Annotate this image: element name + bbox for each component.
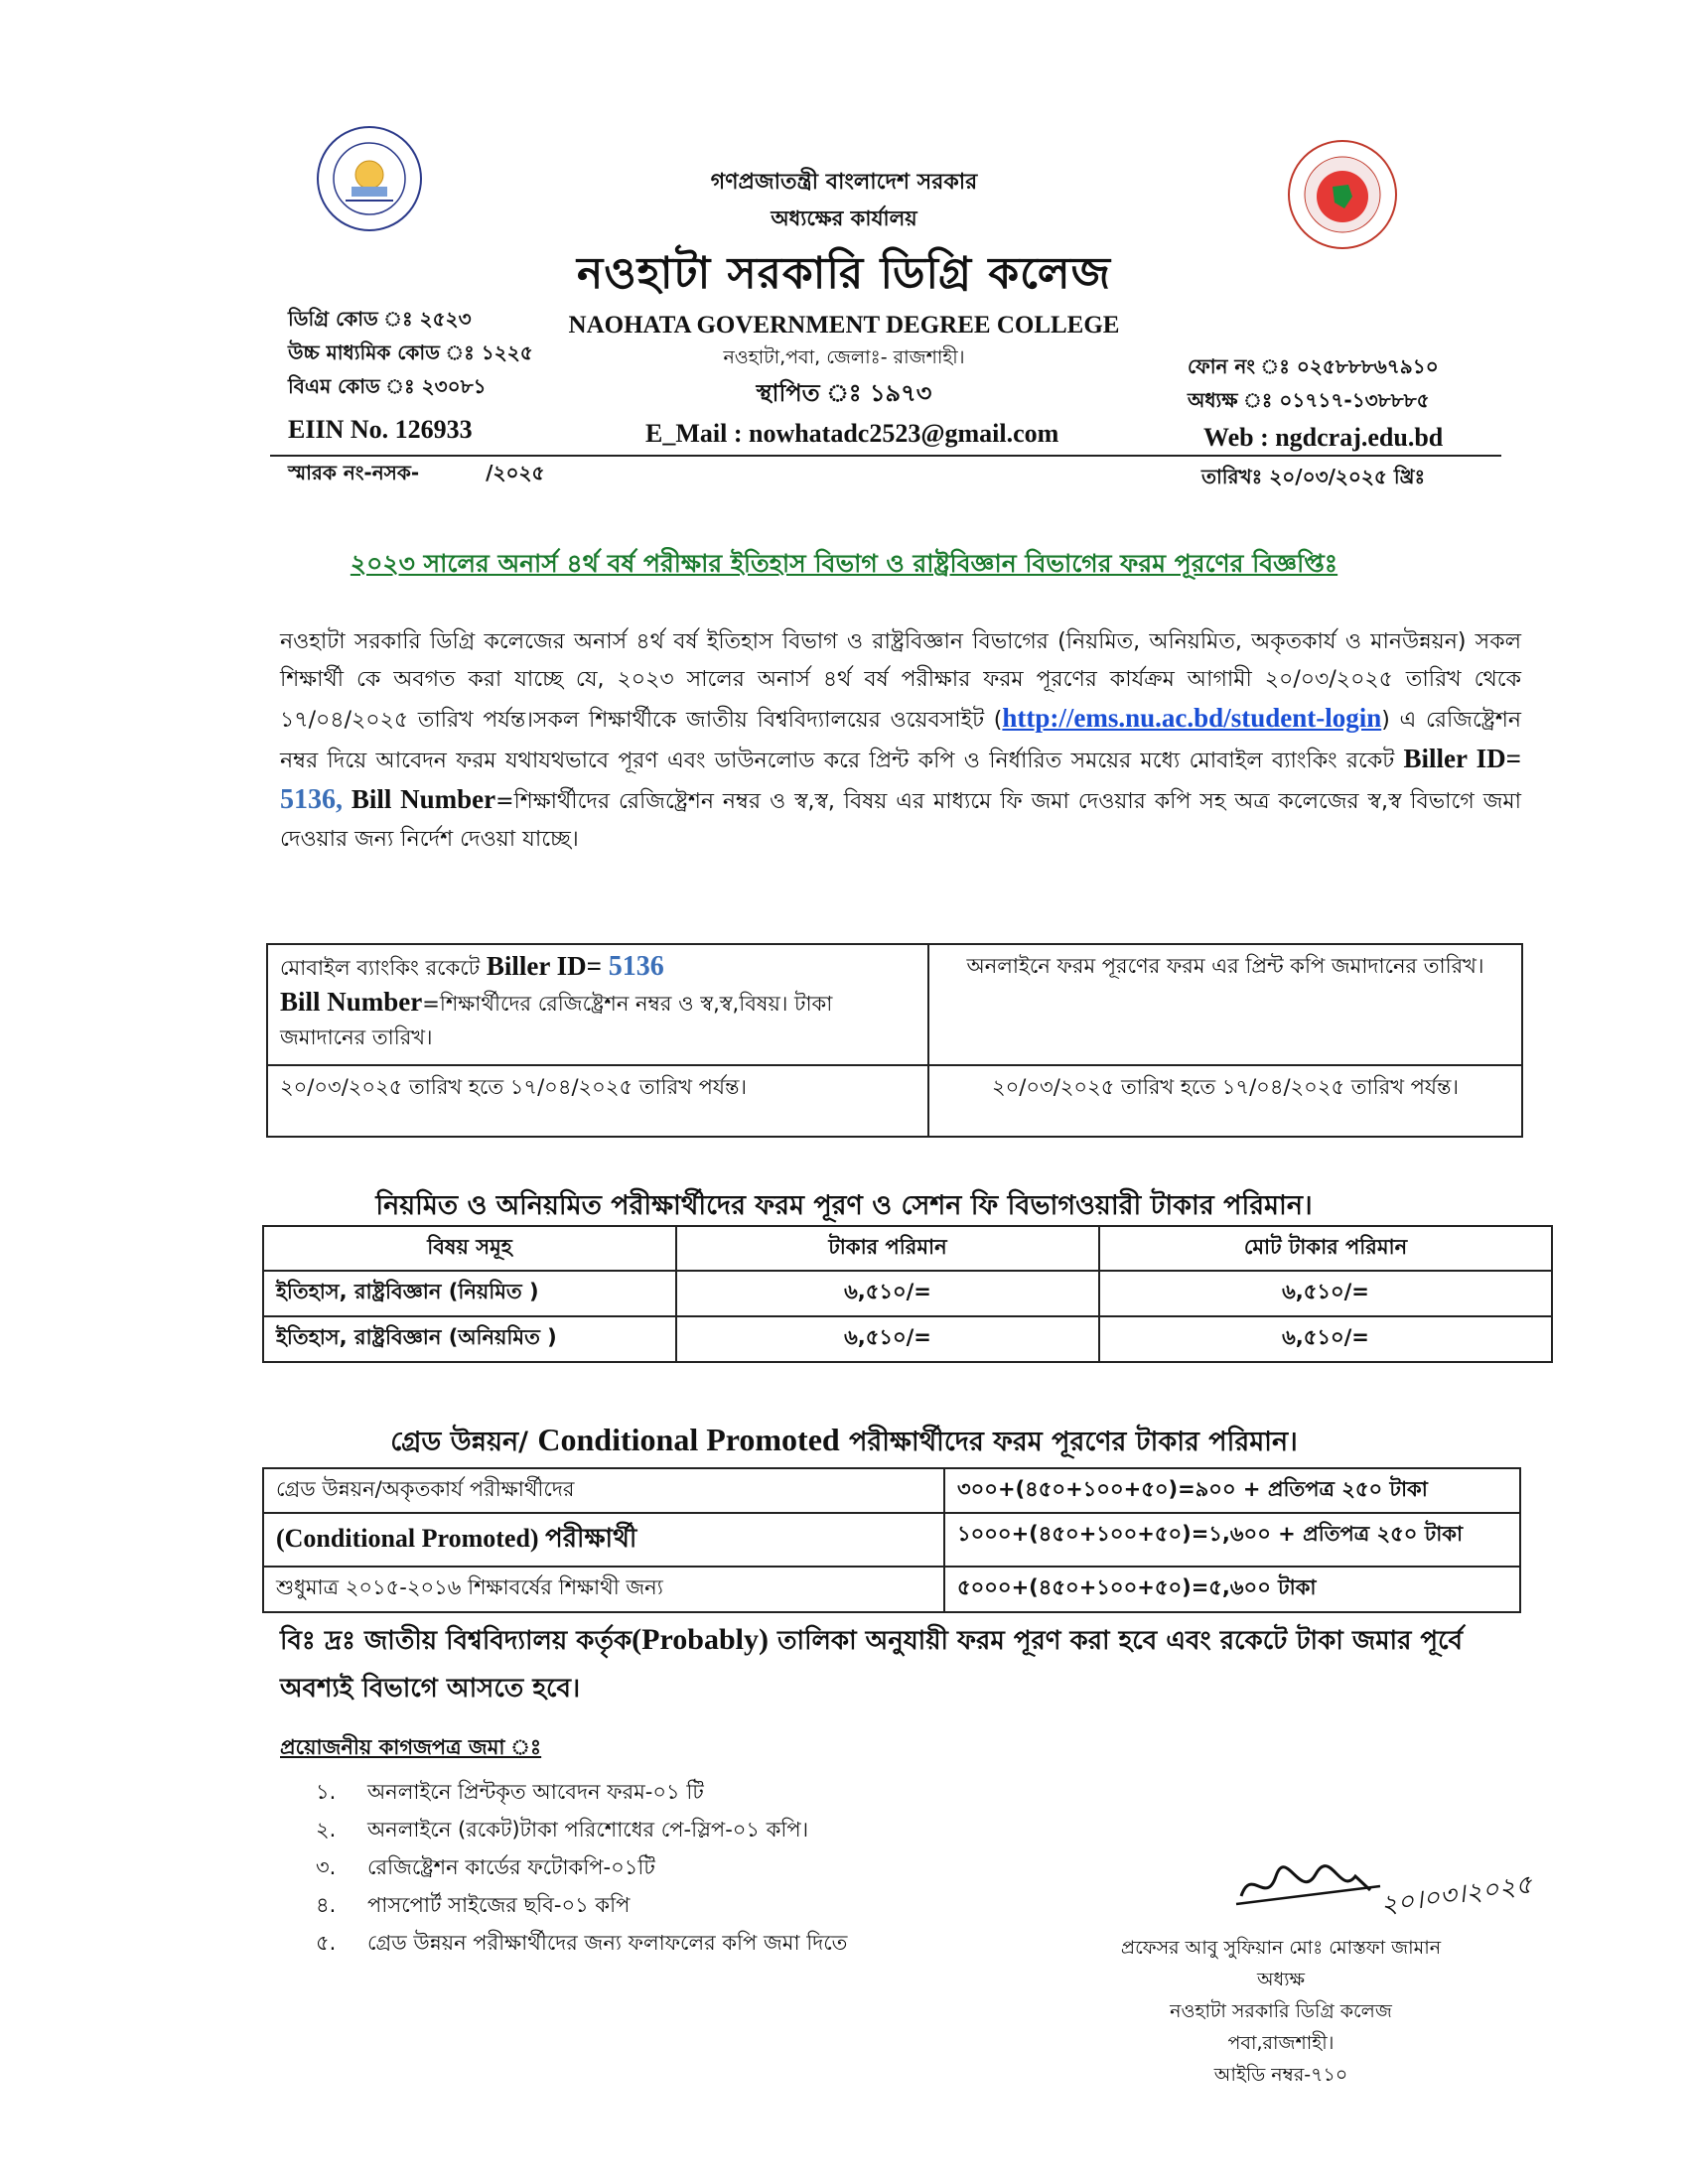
signature-block bbox=[1072, 1932, 1489, 2091]
schedule-table bbox=[266, 943, 1523, 1138]
biller-id: 5136, bbox=[280, 784, 343, 815]
degree-code: ডিগ্রি কোড ঃ ২৫২৩ bbox=[288, 307, 472, 331]
grade-table bbox=[262, 1467, 1521, 1613]
signatory-college: নওহাটা সরকারি ডিগ্রি কলেজ bbox=[1170, 2000, 1392, 2022]
grade-category: শুধুমাত্র ২০১৫-২০১৬ শিক্ষাবর্ষের শিক্ষাথী জন্য bbox=[263, 1567, 944, 1612]
college-name-bn: নওহাটা সরকারি ডিগ্রি কলেজ bbox=[577, 248, 1111, 299]
notice-text-2: ) এ রেজিষ্ট্রেশন নম্বর দিয়ে আবেদন ফরম যথাযথভাবে পূরণ এবং ডাউনলোড করে প্রিন্ট কপি ও নির্ধারিত সময়ের মধ্যে মোবাইল ব্যাংকিং রকেট bbox=[280, 708, 1521, 773]
cell-total: ৬,৫১০/= bbox=[1099, 1316, 1552, 1362]
cell-amount: ৬,৫১০/= bbox=[676, 1271, 1099, 1316]
item-number: ৪. bbox=[316, 1893, 337, 1917]
signatory-name: প্রফেসর আবু সুফিয়ান মোঃ মোস্তফা জামান bbox=[1120, 1937, 1442, 1959]
col-total: মোট টাকার পরিমান bbox=[1099, 1226, 1552, 1271]
note-bn2: তালিকা অনুযায়ী ফরম পূরণ করা হবে এবং রকেটে টাকা জমার পূর্বে অবশ্যই বিভাগে আসতে হবে। bbox=[280, 1626, 1464, 1704]
schedule-payment-date: ২০/০৩/২০২৫ তারিখ হতে ১৭/০৪/২০২৫ তারিখ পর্যন্ত। bbox=[267, 1065, 928, 1137]
notice-text-3: =শিক্ষার্থীদের রেজিষ্ট্রেশন নম্বর ও স্ব,স্ব, বিষয় এর মাধ্যমে ফি জমা দেওয়ার কপি সহ অত্র কলেজের স্ব,স্ব বিভাগে জমা দেওয়ার জন্য নির্দেশ দেওয়া যাচ্ছে। bbox=[280, 789, 1521, 852]
table-row bbox=[263, 1316, 1552, 1362]
grade-title bbox=[0, 1422, 1688, 1466]
grade-title-bn2: পরীক্ষার্থীদের ফরম পূরণের টাকার পরিমান। bbox=[849, 1427, 1298, 1457]
established: স্থাপিত ঃ ১৯৭৩ bbox=[756, 379, 932, 407]
table-row bbox=[263, 1468, 1520, 1513]
list-item bbox=[316, 1813, 808, 1846]
principal-phone: অধ্যক্ষ ঃ ০১৭১৭-১৩৮৮৮৫ bbox=[1188, 388, 1430, 412]
college-address: নওহাটা,পবা, জেলাঃ- রাজশাহী। bbox=[723, 346, 965, 368]
table-row bbox=[263, 1567, 1520, 1612]
bill-number-label: Bill Number bbox=[351, 784, 496, 814]
table-row bbox=[267, 944, 1522, 1065]
bm-code: বিএম কোড ঃ ২৩০৮১ bbox=[288, 374, 487, 398]
item-text: অনলাইনে (রকেট)টাকা পরিশোধের পে-স্লিপ-০১ কপি। bbox=[367, 1818, 809, 1842]
docs-title: প্রয়োজনীয় কাগজপত্র জমা ঃ bbox=[280, 1735, 542, 1759]
grade-title-en: Conditional Promoted bbox=[537, 1422, 840, 1457]
signatory-title: অধ্যক্ষ bbox=[1256, 1969, 1305, 1990]
list-item bbox=[316, 1775, 704, 1809]
grade-amount: ৫০০০+(৪৫০+১০০+৫০)=৫,৬০০ টাকা bbox=[944, 1567, 1520, 1612]
table-row bbox=[263, 1271, 1552, 1316]
list-item bbox=[316, 1926, 847, 1960]
item-number: ১. bbox=[316, 1780, 337, 1804]
grade-amount: ১০০০+(৪৫০+১০০+৫০)=১,৬০০ + প্রতিপত্র ২৫০ টাকা bbox=[944, 1513, 1520, 1567]
signature-date: ২০।০৩।২০২৫ bbox=[1378, 1869, 1535, 1921]
item-number: ৩. bbox=[316, 1855, 337, 1879]
cell-subject: ইতিহাস, রাষ্ট্রবিজ্ঞান (নিয়মিত ) bbox=[263, 1271, 676, 1316]
schedule-payment-cell bbox=[267, 944, 928, 1065]
table-header-row bbox=[263, 1226, 1552, 1271]
notice-body bbox=[280, 623, 1521, 859]
payment-bill-label: Bill Number bbox=[280, 987, 423, 1017]
payment-rest: =শিক্ষার্থীদের রেজিষ্ট্রেশন নম্বর ও স্ব,স্ব,বিষয়। টাকা জমাদানের তারিখ। bbox=[280, 992, 833, 1049]
cell-total: ৬,৫১০/= bbox=[1099, 1271, 1552, 1316]
col-amount: টাকার পরিমান bbox=[676, 1226, 1099, 1271]
hsc-code: উচ্চ মাধ্যমিক কোড ঃ ১২২৫ bbox=[288, 341, 533, 364]
notice-title: ২০২৩ সালের অনার্স ৪র্থ বর্ষ পরীক্ষার ইতিহাস বিভাগ ও রাষ্ট্রবিজ্ঞান বিভাগের ফরম পূরণের বিজ্ঞপ্তিঃ bbox=[350, 549, 1338, 578]
table-row bbox=[263, 1513, 1520, 1567]
schedule-print-cell: অনলাইনে ফরম পূরণের ফরম এর প্রিন্ট কপি জমাদানের তারিখ। bbox=[928, 944, 1522, 1065]
cell-amount: ৬,৫১০/= bbox=[676, 1316, 1099, 1362]
note-en: (Probably) bbox=[632, 1623, 769, 1656]
left-codes bbox=[288, 302, 533, 403]
table-row bbox=[267, 1065, 1522, 1137]
memo-number bbox=[288, 459, 544, 491]
gov-line: গণপ্রজাতন্ত্রী বাংলাদেশ সরকার bbox=[710, 170, 978, 195]
list-item bbox=[316, 1888, 630, 1922]
list-item bbox=[316, 1850, 655, 1884]
payment-prefix: মোবাইল ব্যাংকিং রকেটে bbox=[280, 956, 481, 980]
item-number: ২. bbox=[316, 1818, 337, 1842]
item-text: গ্রেড উন্নয়ন পরীক্ষার্থীদের জন্য ফলাফলের কপি জমা দিতে bbox=[367, 1931, 848, 1955]
email: E_Mail : nowhatadc2523@gmail.com bbox=[645, 419, 1059, 448]
item-text: অনলাইনে প্রিন্টকৃত আবেদন ফরম-০১ টি bbox=[367, 1780, 704, 1804]
nu-login-link[interactable]: http://ems.nu.ac.bd/student-login bbox=[1002, 703, 1382, 733]
schedule-print-date: ২০/০৩/২০২৫ তারিখ হতে ১৭/০৪/২০২৫ তারিখ পর্যন্ত। bbox=[928, 1065, 1522, 1137]
memo-label: স্মারক নং-নসক- bbox=[288, 461, 420, 484]
fees-title: নিয়মিত ও অনিয়মিত পরীক্ষার্থীদের ফরম পূরণ ও সেশন ফি বিভাগওয়ারী টাকার পরিমান। bbox=[375, 1190, 1313, 1221]
grade-category: গ্রেড উন্নয়ন/অকৃতকার্য পরীক্ষার্থীদের bbox=[263, 1468, 944, 1513]
col-subject: বিষয় সমূহ bbox=[263, 1226, 676, 1271]
note-bn1: বিঃ দ্রঃ জাতীয় বিশ্ববিদ্যালয় কর্তৃক bbox=[280, 1626, 633, 1656]
grade-category: (Conditional Promoted) পরীক্ষার্থী bbox=[263, 1513, 944, 1567]
signatory-place: পবা,রাজশাহী। bbox=[1227, 2032, 1335, 2054]
fees-table bbox=[262, 1225, 1553, 1363]
eiin: EIIN No. 126933 bbox=[288, 415, 473, 444]
memo-year: /২০২৫ bbox=[486, 461, 545, 484]
biller-label: Biller ID= bbox=[1403, 744, 1521, 773]
college-name-en: NAOHATA GOVERNMENT DEGREE COLLEGE bbox=[568, 312, 1120, 339]
item-text: রেজিষ্ট্রেশন কার্ডের ফটোকপি-০১টি bbox=[367, 1855, 655, 1879]
payment-biller-label: Biller ID= bbox=[486, 951, 603, 981]
header-rule bbox=[270, 455, 1501, 457]
right-codes bbox=[1188, 349, 1439, 417]
memo-date: তারিখঃ ২০/০৩/২০২৫ খ্রিঃ bbox=[1201, 465, 1426, 488]
grade-title-bn1: গ্রেড উন্নয়ন/ bbox=[390, 1427, 528, 1457]
website: Web : ngdcraj.edu.bd bbox=[1203, 423, 1444, 452]
payment-biller-id: 5136 bbox=[608, 951, 664, 982]
grade-amount: ৩০০+(৪৫০+১০০+৫০)=৯০০ + প্রতিপত্র ২৫০ টাকা bbox=[944, 1468, 1520, 1513]
notice-text-1: নওহাটা সরকারি ডিগ্রি কলেজের অনার্স ৪র্থ বর্ষ ইতিহাস বিভাগ ও রাষ্ট্রবিজ্ঞান বিভাগের (নিয়মিত, অনিয়মিত, অকৃতকার্য ও মানউন্নয়ন) সকল শিক্ষার্থী কে অবগত করা যাচ্ছে যে, ২০২৩ সালের অনার্স ৪র্থ বর্ষ পরীক্ষার ফরম পূরণের কার্যক্রম আগামী ২০/০৩/২০২৫ তারিখ থেকে ১৭/০৪/২০২৫ তারিখ পর্যন্ত।সকল শিক্ষার্থীকে জাতীয় বিশ্ববিদ্যালয়ের ওয়েবসাইট ( bbox=[280, 629, 1521, 733]
note bbox=[280, 1616, 1531, 1712]
item-number: ৫. bbox=[316, 1931, 337, 1955]
phone: ফোন নং ঃ ০২৫৮৮৮৬৭৯১০ bbox=[1188, 354, 1439, 378]
signatory-id: আইডি নম্বর-৭১০ bbox=[1213, 2064, 1348, 2086]
office-line: অধ্যক্ষের কার্যালয় bbox=[771, 206, 917, 230]
cell-subject: ইতিহাস, রাষ্ট্রবিজ্ঞান (অনিয়মিত ) bbox=[263, 1316, 676, 1362]
item-text: পাসপোর্ট সাইজের ছবি-০১ কপি bbox=[367, 1893, 631, 1917]
